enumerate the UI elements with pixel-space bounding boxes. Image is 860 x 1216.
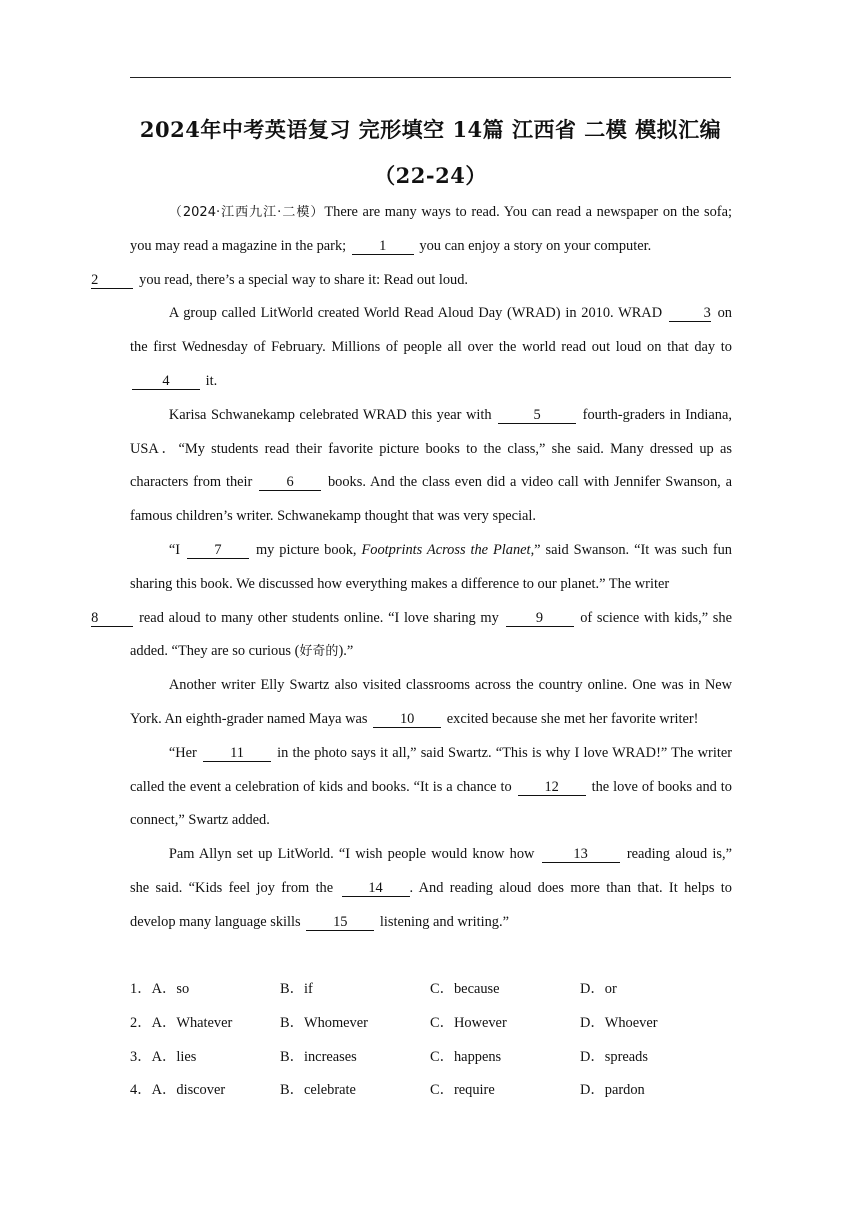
paragraph-text: on the first Wednesday of February. Millions of people all over the world read out loud on that day to bbox=[130, 305, 732, 356]
option-row bbox=[130, 1007, 732, 1041]
option-b: B．celebrate bbox=[280, 1082, 356, 1099]
option-row bbox=[130, 973, 732, 1007]
blank-7: 7 bbox=[187, 543, 249, 559]
paragraph-text: the love of books and to connect,” Swartz added. bbox=[130, 778, 732, 829]
paragraph-text: “Her bbox=[168, 744, 197, 761]
paragraph-text: excited because she met her favorite writer! bbox=[446, 710, 699, 727]
paragraph-text: A group called LitWorld created World Read Aloud Day (WRAD) in 2010. WRAD bbox=[168, 305, 663, 322]
paragraph-text: There are many ways to read. You can read a newspaper on the sofa; you may read a magazine in the park; bbox=[130, 204, 732, 254]
option-a: 1．A．so bbox=[130, 981, 190, 997]
blank-11: 11 bbox=[203, 746, 271, 762]
blank-10: 10 bbox=[373, 712, 441, 728]
option-d: D．spreads bbox=[580, 1048, 648, 1065]
paragraph-5 bbox=[130, 669, 732, 737]
paragraph-text: fourth-graders in Indiana, USA．“My students read their favorite picture books to the class,” she said. Many dressed up as characters from their bbox=[130, 406, 732, 491]
source-tag: （2024·江西九江·二模） bbox=[168, 205, 325, 220]
option-d: D．or bbox=[580, 981, 617, 997]
paragraph-text: Another writer Elly Swartz also visited classrooms across the country online. One was in New York. An eighth-grader named Maya was bbox=[130, 677, 732, 727]
blank-9: 9 bbox=[506, 611, 574, 627]
blank-3: 3 bbox=[669, 306, 711, 322]
paragraph-3 bbox=[130, 399, 732, 534]
option-a: 2．A．Whatever bbox=[130, 1014, 233, 1031]
option-row bbox=[130, 1074, 732, 1108]
page-subtitle: （22-24） bbox=[374, 163, 487, 188]
option-d: D．Whoever bbox=[580, 1014, 658, 1031]
paragraph-text: ).” bbox=[338, 643, 354, 660]
paragraph-text: Pam Allyn set up LitWorld. “I wish people would know how bbox=[168, 846, 535, 863]
blank-8: 8 bbox=[91, 611, 133, 627]
passage bbox=[91, 196, 733, 940]
blank-13: 13 bbox=[542, 847, 620, 863]
paragraph-text: ,” said Swanson. “It was such fun sharing this book. We discussed how everything makes a difference to our planet.” The writer bbox=[130, 541, 732, 592]
option-a: 3．A．lies bbox=[130, 1048, 197, 1065]
paragraph-1 bbox=[91, 196, 732, 297]
option-c: C．because bbox=[430, 981, 500, 997]
paragraph-text: it. bbox=[205, 372, 218, 389]
paragraph-text: of science with kids,” she added. “They are so curious ( bbox=[130, 609, 732, 660]
paragraph-text: my picture book, bbox=[255, 541, 357, 558]
option-b: B．if bbox=[280, 981, 313, 997]
blank-2: 2 bbox=[91, 273, 133, 289]
blank-14: 14 bbox=[342, 881, 410, 897]
paragraph-text: Karisa Schwanekamp celebrated WRAD this year with bbox=[168, 406, 492, 423]
option-c: C．However bbox=[430, 1014, 507, 1031]
option-c: C．happens bbox=[430, 1048, 502, 1065]
option-row bbox=[130, 1041, 732, 1075]
option-b: B．increases bbox=[280, 1048, 357, 1065]
paragraph-4 bbox=[91, 534, 732, 669]
book-title: Footprints Across the Planet bbox=[361, 541, 531, 558]
paragraph-7 bbox=[130, 838, 732, 939]
blank-4: 4 bbox=[132, 374, 200, 390]
blank-12: 12 bbox=[518, 780, 586, 796]
blank-5: 5 bbox=[498, 408, 576, 424]
paragraph-text: reading aloud is,” she said. “Kids feel joy from the bbox=[130, 846, 732, 896]
blank-1: 1 bbox=[352, 239, 414, 255]
chinese-gloss: 好奇的 bbox=[299, 644, 339, 660]
paragraph-text: listening and writing.” bbox=[379, 913, 509, 930]
paragraph-6 bbox=[130, 737, 732, 838]
options-list bbox=[130, 973, 732, 1108]
option-c: C．require bbox=[430, 1082, 495, 1099]
paragraph-2 bbox=[130, 297, 732, 398]
blank-6: 6 bbox=[259, 475, 321, 491]
blank-15: 15 bbox=[306, 915, 374, 931]
option-b: B．Whomever bbox=[280, 1014, 368, 1031]
page-title: 2024年中考英语复习 完形填空 14篇 江西省 二模 模拟汇编 bbox=[139, 117, 722, 142]
paragraph-text: books. And the class even did a video call with Jennifer Swanson, a famous children’s writer. Schwanekamp thought that was very special. bbox=[130, 474, 732, 525]
paragraph-text: “I bbox=[168, 541, 181, 558]
option-d: D．pardon bbox=[580, 1082, 645, 1099]
paragraph-text: . And reading aloud does more than that. It helps to develop many language skills bbox=[130, 879, 732, 930]
header-rule bbox=[130, 77, 731, 78]
paragraph-text: you read, there’s a special way to share it: Read out loud. bbox=[139, 271, 469, 288]
paragraph-text: read aloud to many other students online. “I love sharing my bbox=[139, 609, 499, 626]
paragraph-text: you can enjoy a story on your computer. bbox=[419, 237, 652, 254]
option-a: 4．A．discover bbox=[130, 1082, 226, 1099]
paragraph-text: in the photo says it all,” said Swartz. “This is why I love WRAD!” The writer called the event a celebration of kids and books. “It is a chance to bbox=[130, 744, 733, 795]
